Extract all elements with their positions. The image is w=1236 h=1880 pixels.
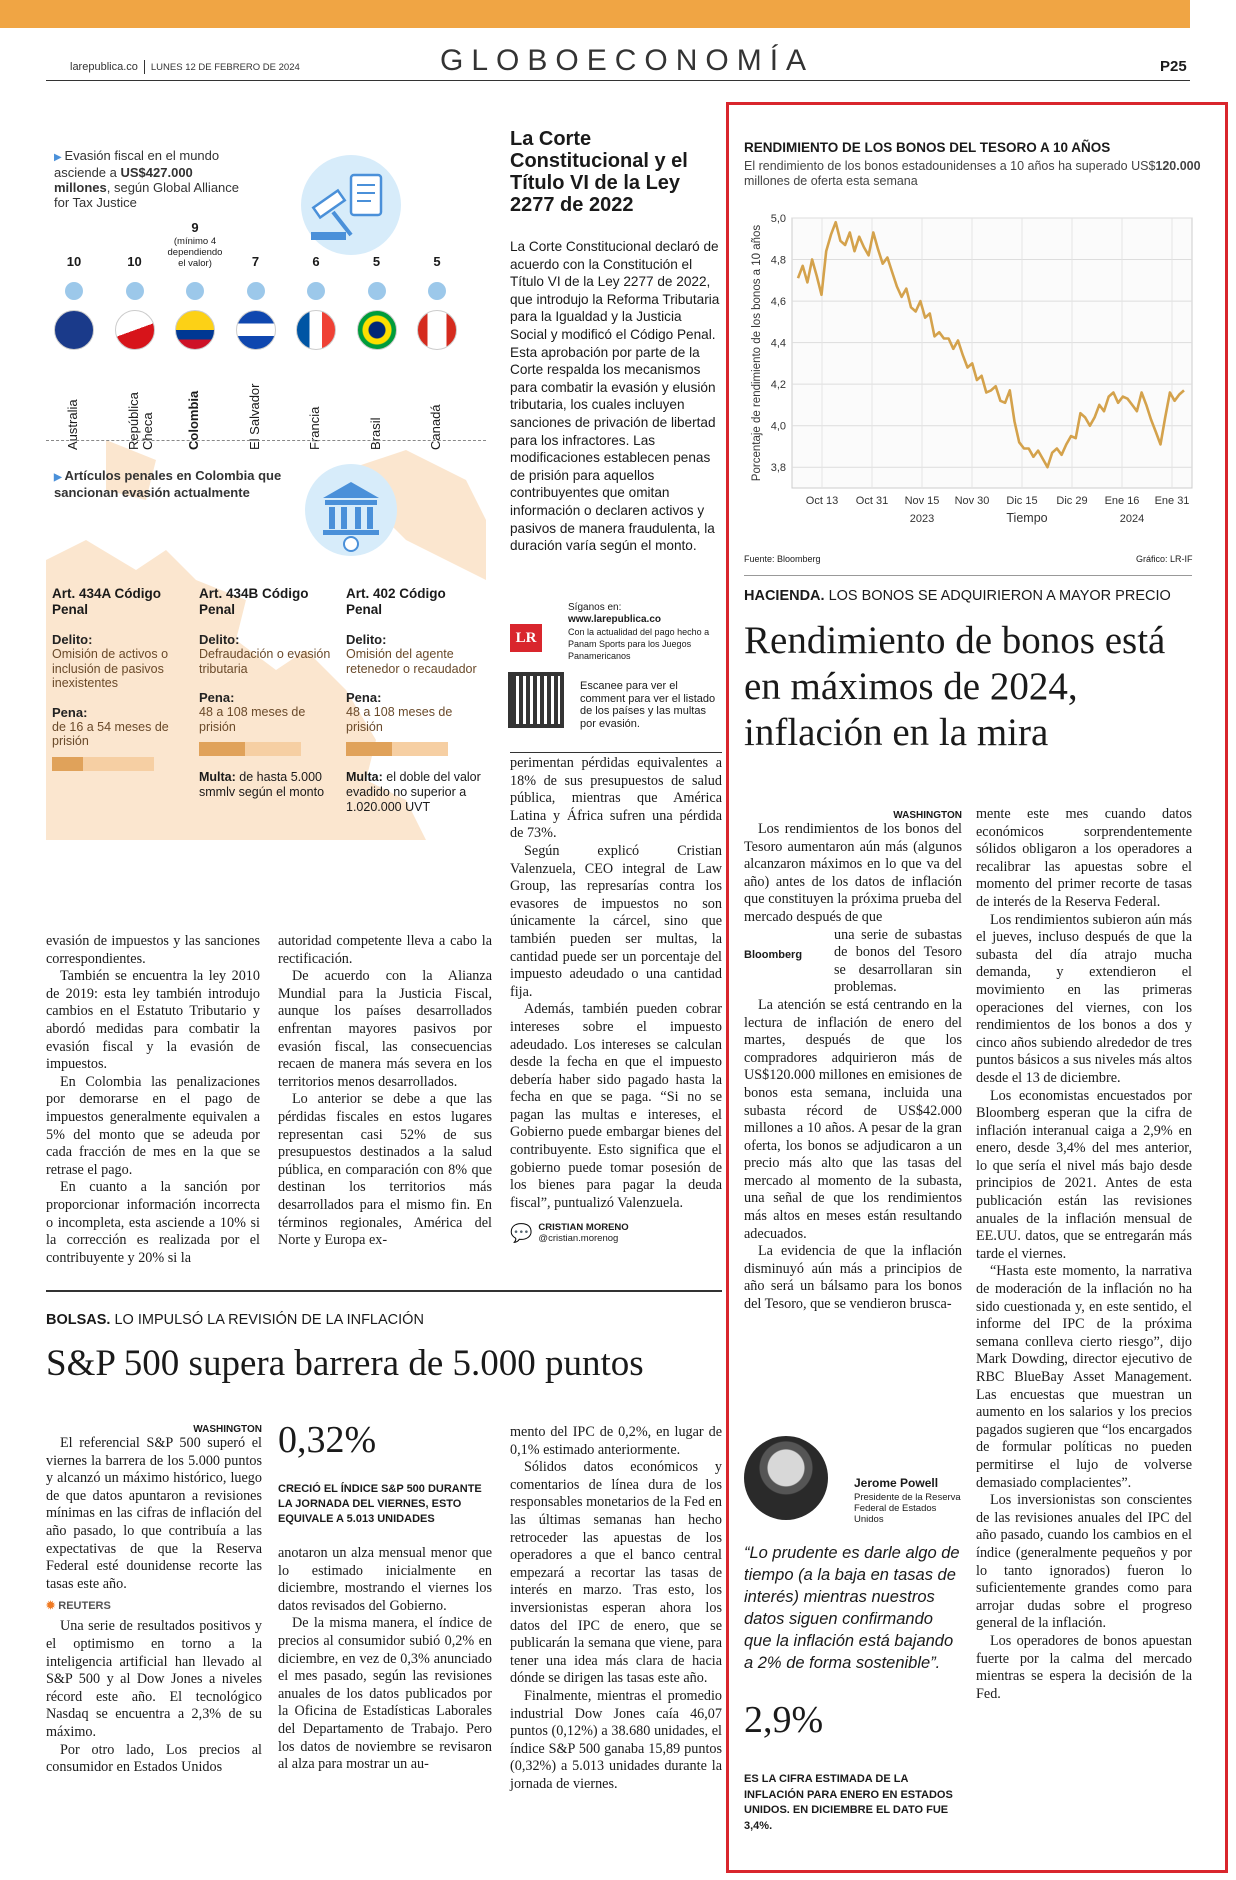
x-tick-label: Dic 29 xyxy=(1056,495,1088,507)
chat-icon: 💬 xyxy=(510,1222,533,1243)
dashed-divider xyxy=(46,440,486,441)
powell-name: Jerome Powell xyxy=(854,1476,939,1490)
year-label: 2024 xyxy=(1119,513,1145,525)
bond-chart xyxy=(744,140,1204,570)
mid-p2: Según explicó Cristian Valenzuela, CEO integral de Law Group, las represarías contra los evasores de impuestos no son únicamente la cárcel, sino que también pueden ser multas, la cantidad puede ser un porcentaje del impuesto adeudado o una cantidad fija. xyxy=(510,842,722,1000)
x-tick-label: Nov 15 xyxy=(904,495,940,507)
corte-rule xyxy=(510,752,722,753)
flag-icon xyxy=(115,310,155,350)
bonos-col-1 xyxy=(744,810,962,1314)
country-rank: 5 xyxy=(433,254,441,269)
delito-text: Omisión del agente retenedor o recaudador xyxy=(346,647,477,676)
chart-svg xyxy=(744,210,1204,540)
left2-p3: Lo anterior se debe a que las pérdidas fiscales en estos lugares representan casi 52% de sus presupuestos destinados a la salud pública, en comparación con 8% que destinan los territorios más desarrollados para el mismo fin. En términos regionales, América del Norte y Europa ex- xyxy=(278,1091,492,1249)
author-handle[interactable]: @cristian.morenog xyxy=(538,1233,619,1245)
sp-kicker: BOLSAS. LO IMPULSÓ LA REVISIÓN DE LA INFLACIÓN xyxy=(46,1312,424,1328)
rank-dot xyxy=(428,282,446,300)
flag-icon xyxy=(296,310,336,350)
author: CRISTIAN MORENO xyxy=(538,1222,629,1234)
qr-code[interactable] xyxy=(512,676,560,724)
bonos-col-2 xyxy=(976,806,1192,1703)
pena-bar xyxy=(346,742,448,756)
y-tick-label: 4,0 xyxy=(770,420,786,433)
x-axis-title: Tiempo xyxy=(1006,511,1048,525)
country-ranking xyxy=(46,220,486,460)
mid-p3: Además, también pueden cobrar intereses sobre el impuesto adeudado. Los intereses se calculan desde la fecha en que el impuesto debería haber sido pagado hasta la fecha en que se paga. “Si no se pagan las multas e intereses, el Gobierno puede embargar bienes del contribuyente. Esto significa que el gobierno puede tomar posesión de los bienes para pagar la deuda fiscal”, puntualizó Valenzuela. xyxy=(510,1001,722,1211)
sp-c3p3: Finalmente, mientras el promedio industrial Dow Jones caía 46,07 puntos (0,12%) a 38.680 unidades, el índice S&P 500 ganaba 15,89 puntos (0,32%) a 5.013 unidades durante la jornada de viernes. xyxy=(510,1687,722,1792)
bullet-icon: ▶ xyxy=(54,472,65,483)
evasion-infographic xyxy=(46,110,486,930)
sp-stat-caption: CRECIÓ EL ÍNDICE S&P 500 DURANTE LA JORNADA DEL VIERNES, ESTO EQUIVALE A 5.013 UNIDADES xyxy=(278,1483,482,1525)
sp-col-1 xyxy=(46,1424,262,1777)
sp-c1p3: Por otro lado, Los precios al consumidor en Estados Unidos xyxy=(46,1741,262,1776)
bonos-c2p3: Los economistas encuestados por Bloomberg esperan que la cifra de inflación interanual caiga a 2,9% en enero, desde 3,4% del mes anterior, lo que sería el nivel más bajo desde principios de 2021. Antes de esta publicación están las revisiones anuales de la inflación mensual de EE.UU. datos, que se entregarán más tarde el viernes. xyxy=(976,1087,1192,1262)
left-p1: evasión de impuestos y las sanciones correspondientes. xyxy=(46,933,260,967)
courthouse-icon xyxy=(301,460,401,560)
sp-rule xyxy=(46,1290,722,1292)
chart-credit: Gráfico: LR-IF xyxy=(1136,554,1193,564)
country-rank: 6 xyxy=(312,254,320,269)
sp-c3p2: Sólidos datos económicos y comentarios de línea dura de los responsables monetarios de la Fed en las últimas semanas han hecho retroceder las apuestas de los operadores a que el banco central empezará a recortar las tasas de interés en marzo. Tras esto, los inversionistas esperan ahora los datos del IPC de enero, que se publicarán la semana que viene, para tener una idea más clara de hacia dónde se dirigen las tasas este año. xyxy=(510,1459,722,1687)
site-name: larepublica.co xyxy=(70,60,138,73)
follow-label: Síganos en: xyxy=(568,602,622,613)
delito-label: Delito: xyxy=(346,632,387,647)
corte-box xyxy=(510,128,722,555)
left2-p1: autoridad competente lleva a cabo la rectificación. xyxy=(278,933,492,967)
rank-dot xyxy=(368,282,386,300)
y-tick-label: 4,4 xyxy=(770,337,786,350)
delito-label: Delito: xyxy=(199,632,240,647)
bonos-c1p1b: una serie de subastas de bonos del Tesoro se desarrollaran sin problemas. xyxy=(834,926,962,996)
pena-bar xyxy=(52,757,154,771)
x-tick-label: Oct 13 xyxy=(805,495,839,507)
country-rank: 5 xyxy=(372,254,381,269)
bonos-c2p5: Los inversionistas son conscientes de las revisiones anuales del IPC del año pasado, cuando los cambios en el índice (generalmente pequeños y por lo tanto ignorados) fueron lo suficientemente grandes como para arrojar dudas sobre el progreso general de la inflación. xyxy=(976,1492,1192,1632)
bonos-c2p2: Los rendimientos subieron aún más el jueves, incluso después de que la subasta del día atrajo mucha demanda, y extendieron el movimiento en las primeras operaciones del viernes, con los rendimientos de los bonos a dos y cinco años subiendo alrededor de tres puntos básicos a sus niveles más altos desde el 13 de diciembre. xyxy=(976,911,1192,1086)
country-rank: 7 xyxy=(251,254,260,269)
y-tick-label: 4,6 xyxy=(770,296,786,309)
bonos-c2p6: Los operadores de bonos apuestan fuerte por la calma del mercado mientras se espera la decisión de la Fed. xyxy=(976,1632,1192,1702)
corte-title: La Corte Constitucional y el Título VI de la Ley 2277 de 2022 xyxy=(510,128,688,216)
sp-dateline: WASHINGTON xyxy=(193,1424,262,1435)
bonos-kicker: HACIENDA. LOS BONOS SE ADQUIRIERON A MAYOR PRECIO xyxy=(744,588,1171,604)
article-title: Art. 434A Código Penal xyxy=(52,586,162,617)
country-name: Francia xyxy=(307,406,322,450)
country-name: República Checa xyxy=(125,392,155,450)
masthead-left xyxy=(70,60,300,74)
sp-c3p1: mento del IPC de 0,2%, en lugar de 0,1% estimado anteriormente. xyxy=(510,1424,722,1458)
country-rank-note: (mínimo 4 dependiendo el valor) xyxy=(167,236,223,269)
left-column-2 xyxy=(278,933,492,1250)
country-name: Brasil xyxy=(367,417,383,450)
chart-title: RENDIMIENTO DE LOS BONOS DEL TESORO A 10 AÑOS xyxy=(744,140,1111,155)
rank-dot xyxy=(307,282,325,300)
bullet-icon: ▶ xyxy=(54,152,65,163)
pena-bar xyxy=(199,742,301,756)
delito-text: Omisión de activos o inclusión de pasivos inexistentes xyxy=(52,647,169,691)
bonos-c2p1: mente este mes cuando datos económicos sorprendentemente sólidos obligaron a los operadores a recalibrar las apuestas sobre el momento del primer recorte de tasas de interés de la Reserva Federal. xyxy=(976,806,1192,910)
flag-icon xyxy=(236,310,276,350)
country-rank: 10 xyxy=(127,254,142,269)
mid-column xyxy=(510,755,722,1244)
delito-label: Delito: xyxy=(52,632,93,647)
x-tick-label: Ene 31 xyxy=(1154,495,1190,507)
bonos-c1p3: La evidencia de que la inflación disminuyó aún más a principios de año será un bálsamo para los bonos del Tesoro, que se vendieron brusca- xyxy=(744,1243,962,1313)
follow-text: Con la actualidad del pago hecho a Panam Sports para los Juegos Panamericanos xyxy=(568,627,710,661)
y-axis-title: Porcentaje de rendimiento de los bonos a 10 años xyxy=(751,224,763,482)
page-number: P25 xyxy=(1160,58,1187,75)
y-tick-label: 4,8 xyxy=(770,254,786,267)
articles-title: ▶ Artículos penales en Colombia que sancionan evasión actualmente xyxy=(54,468,282,500)
year-label: 2023 xyxy=(909,513,935,525)
flag-icon xyxy=(357,310,397,350)
y-tick-label: 5,0 xyxy=(770,213,786,225)
country-name: Australia xyxy=(65,399,80,450)
powell-photo xyxy=(744,1436,828,1520)
delito-text: Defraudación o evasión tributaria xyxy=(199,647,331,676)
left-column-1 xyxy=(46,933,260,1267)
article-title: Art. 402 Código Penal xyxy=(346,586,446,617)
bonos-stat: 2,9% xyxy=(744,1699,824,1741)
pena-text: de 16 a 54 meses de prisión xyxy=(52,719,169,749)
rank-dot xyxy=(126,282,144,300)
y-tick-label: 4,2 xyxy=(770,379,786,392)
multa-text: Multa: el doble del valor evadido no superior a 1.020.000 UVT xyxy=(346,770,481,814)
bonos-c1p2: La atención se está centrando en la lectura de inflación de enero del martes, después de que los compradores adquirieron más de US$120.000 millones en emisiones de bonos esta semana, incluida una subasta récord de US$42.000 millones a 10 años. A pesar de la gran oferta, los bonos se adjudicaron a un precio más alto que las tasas del mercado al momento de la subasta, una señal de que los rendimientos más altos en meses están resultando adecuados. xyxy=(744,996,962,1242)
evasion-lead: ▶ Evasión fiscal en el mundo asciende a US$427.000 millones, según Global Alliance for Tax Justice xyxy=(54,148,240,210)
pena-text: 48 a 108 meses de prisión xyxy=(199,705,306,734)
bonos-stat-caption: ES LA CIFRA ESTIMADA DE LA INFLACIÓN PARA ENERO EN ESTADOS UNIDOS. EN DICIEMBRE EL DATO FUE 3,4%. xyxy=(744,1773,953,1832)
mid-p1: perimentan pérdidas equivalentes a 18% de sus presupuestos de salud pública, mientras que América Latina y África sufren una pérdida de 73%. xyxy=(510,755,722,842)
sp-c1p2: Una serie de resultados positivos y el optimismo en torno a la inteligencia artificial han llevado al S&P 500 y al Dow Jones a niveles récord este año. El tecnológico Nasdaq se encuentra a 2,3% de su máximo. xyxy=(46,1618,262,1740)
pena-label: Pena: xyxy=(52,704,88,720)
pena-label: Pena: xyxy=(346,690,382,706)
left-p3: En Colombia las penalizaciones por demorarse en el pago de impuestos generalmente equivalen a 5% del monto que se adeuda por cada fracción de mes en la que se retrase el pago. xyxy=(46,1073,260,1178)
sp-col-2 xyxy=(278,1418,492,1774)
left2-p2: De acuerdo con la Alianza Mundial para la Justicia Fiscal, aunque los países desarrollados enfrentan mayores pasivos por evasión fiscal, las consecuencias recaen de manera más severa en los territorios menos desarrollados. xyxy=(278,968,492,1090)
sp-col-3 xyxy=(510,1424,722,1793)
flag-icon xyxy=(175,310,215,350)
article-card xyxy=(52,586,187,771)
issue-date: LUNES 12 DE FEBRERO DE 2024 xyxy=(150,61,300,73)
country-rank: 10 xyxy=(66,254,82,269)
powell-quote: “Lo prudente es darle algo de tiempo (a la baja en tasas de interés) mientras nuestros datos siguen confirmando que la inflación está bajando a 2% de forma sostenible”. xyxy=(744,1544,960,1672)
country-name: Colombia xyxy=(186,390,201,450)
x-tick-label: Nov 30 xyxy=(954,495,990,507)
bonos-c2p4: “Hasta este momento, la narrativa de moderación de la inflación no ha sido cuestionada y, en este sentido, el informe del IPC de la próxima semana conlleva cierto riesgo”, dijo Mark Dowding, director ejecutivo de RBC BlueBay Asset Management. Las encuestas que muestran un aumento en los salarios y los precios pagados sugieren que “los encargados de formular políticas no pueden permitirse el lujo de volverse demasiado complacientes”. xyxy=(976,1263,1192,1491)
sp-headline: S&P 500 supera barrera de 5.000 puntos xyxy=(46,1343,644,1384)
bonos-headline: Rendimiento de bonos está en máximos de 2024, inflación en la mira xyxy=(744,619,1166,754)
country-name: El Salvador xyxy=(246,383,262,450)
sp-c1p1: El referencial S&P 500 superó el viernes la barrera de los 5.000 puntos y alcanzó un máximo histórico, luego de que datos apuntaron a revisiones mínimas en las cifras de inflación del año pasado, lo que contribuía a las expectativas de que la Reserva Federal esté dounidense recorte las tasas este año. xyxy=(46,1435,262,1592)
article-card xyxy=(346,586,481,814)
pena-label: Pena: xyxy=(199,690,235,706)
sp-c2p1: anotaron un alza mensual menor que lo estimado inicialmente en diciembre, mostrando el viernes los datos revisados del Gobierno. xyxy=(278,1545,492,1614)
header-rule xyxy=(46,80,1190,81)
x-tick-label: Dic 15 xyxy=(1006,495,1038,507)
lr-logo: LR xyxy=(510,624,542,652)
qr-text: Escanee para ver el comment para ver el listado de los países y las multas por evasión. xyxy=(580,680,716,730)
article-title: Art. 434B Código Penal xyxy=(199,586,309,617)
powell-role: Presidente de la Reserva Federal de Estados Unidos xyxy=(854,1492,961,1525)
article-card xyxy=(199,586,334,800)
plot-area xyxy=(792,218,1192,488)
chart-source: Fuente: Bloomberg xyxy=(744,554,821,564)
reuters-logo: ✹ REUTERS xyxy=(46,1600,111,1613)
section-title: GLOBOECONOMÍA xyxy=(440,44,815,77)
bonos-dateline: WASHINGTON xyxy=(893,810,962,821)
multa-text: Multa: de hasta 5.000 smmlv según el monto xyxy=(199,770,325,799)
bloomberg-logo: Bloomberg xyxy=(744,948,803,961)
rank-dot xyxy=(186,282,204,300)
rank-dot xyxy=(65,282,83,300)
bonos-c1p1: Los rendimientos de los bonos del Tesoro aumentaron aún más (algunos alcanzaron máximos en lo que va del año) antes de los datos de inflación que constituyen la próxima prueba del mercado después de que xyxy=(744,821,962,925)
flag-icon xyxy=(417,310,457,350)
reuters-dot-icon: ✹ xyxy=(46,1600,59,1613)
flag-icon xyxy=(54,310,94,350)
chart-subtitle: El rendimiento de los bonos estadounidenses a 10 años ha superado US$120.000 millones de oferta esta semana xyxy=(744,159,1201,188)
sp-stat: 0,32% xyxy=(278,1419,377,1461)
sp-c2p2: De la misma manera, el índice de precios al consumidor subió 0,2% en diciembre, en vez de 0,3% anunciado el mes pasado, según las revisiones anuales de los datos publicados por la Oficina de Estadísticas Laborales del Departamento de Trabajo. Pero los datos de noviembre se revisaron al alza para mostrar un au- xyxy=(278,1615,492,1773)
corte-body: La Corte Constitucional declaró de acuerdo con la Constitución el Título VI de la Ley 2277 de 2022, que introdujo la Reforma Tributaria para la Igualdad y la Justicia Social y modificó el Código Penal. Esta aprobación por parte de la Corte respalda los mecanismos para combatir la evasión y elusión tributaria, los cuales incluyen sanciones de privación de libertad para los infractores. Las modificaciones establecen penas de prisión para aquellos contribuyentes que omitan información o declaren activos y pasivos de manera fraudulenta, la duración varía según el monto. xyxy=(510,239,720,554)
country-rank: 9 xyxy=(191,220,199,235)
top-color-bar xyxy=(0,0,1190,28)
x-tick-label: Ene 16 xyxy=(1104,495,1140,507)
pena-text: 48 a 108 meses de prisión xyxy=(346,705,453,734)
left-p2: También se encuentra la ley 2010 de 2019: esta ley también introdujo cambios en el Estatuto Tributario y abordó medidas para combatir la evasión fiscal y la evasión de impuestos. xyxy=(46,968,260,1073)
country-name: Canadá xyxy=(428,404,443,450)
chart-bottom-rule xyxy=(744,575,1192,576)
x-tick-label: Oct 31 xyxy=(855,495,889,507)
y-tick-label: 3,8 xyxy=(770,462,786,475)
rank-dot xyxy=(247,282,265,300)
follow-url[interactable]: www.larepublica.co xyxy=(568,614,661,625)
left-p4: En cuanto a la sanción por proporcionar información incorrecta o incompleta, esta asciende a 10% si la corrección es realizada por el contribuyente y 20% si la xyxy=(46,1179,260,1266)
